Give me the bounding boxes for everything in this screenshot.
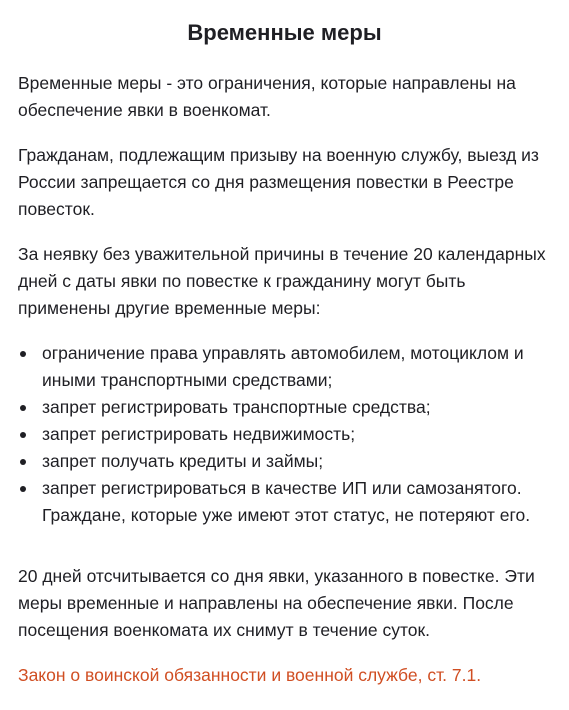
list-item: запрет регистрировать недвижимость; [18, 421, 551, 448]
list-item: ограничение права управлять автомобилем, мотоциклом и иными транспортными средствами; [18, 340, 551, 394]
list-item: запрет регистрировать транспортные средства; [18, 394, 551, 421]
non-appearance-paragraph: За неявку без уважительной причины в течение 20 календарных дней с даты явки по повестке к гражданину могут быть применены другие временные меры: [18, 244, 546, 318]
law-link[interactable]: Закон о воинской обязанности и военной службе, ст. 7.1. [18, 665, 482, 685]
list-item: запрет получать кредиты и займы; [18, 448, 551, 475]
closing-paragraph: 20 дней отсчитывается со дня явки, указанного в повестке. Эти меры временные и направлены на обеспечение явки. После посещения военкомата их снимут в течение суток. [18, 566, 535, 640]
list-item: запрет регистрироваться в качестве ИП или самозанятого. Граждане, которые уже имеют этот статус, не потеряют его. [18, 475, 551, 529]
measures-list [18, 340, 551, 529]
page-title: Временные меры [187, 20, 382, 45]
exit-ban-paragraph: Гражданам, подлежащим призыву на военную службу, выезд из России запрещается со дня размещения повестки в Реестре повесток. [18, 145, 539, 219]
intro-paragraph: Временные меры - это ограничения, которые направлены на обеспечение явки в военкомат. [18, 73, 516, 120]
